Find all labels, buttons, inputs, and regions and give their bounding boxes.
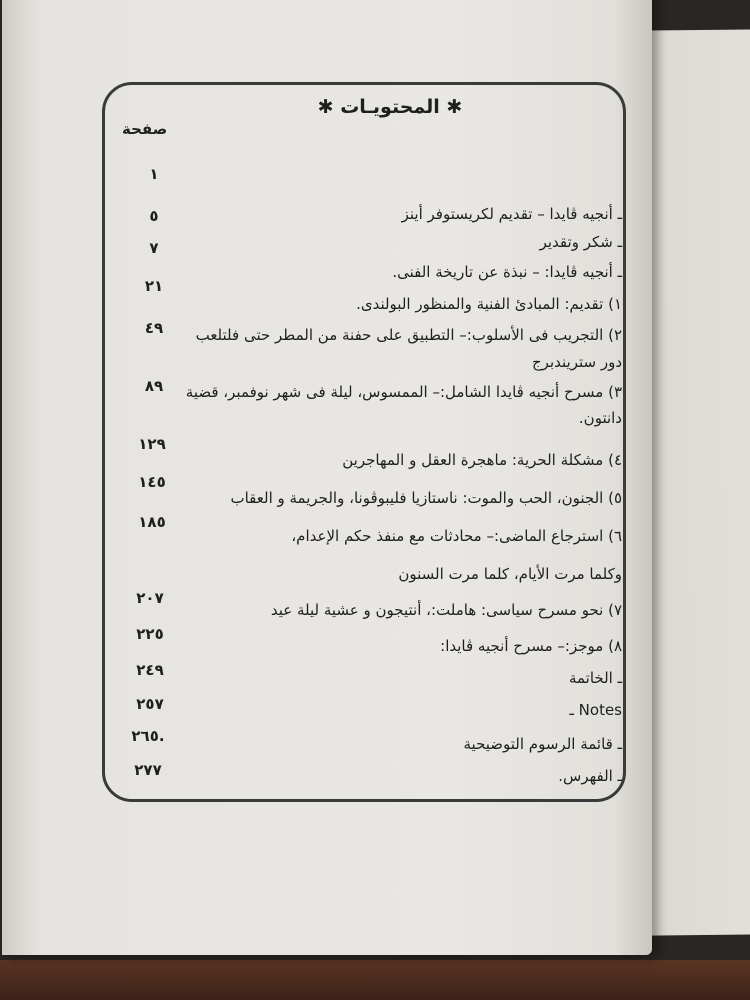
- toc-page-number: ٤٩: [144, 319, 164, 337]
- toc-entry-text: ٤) مشكلة الحرية: ماهجرة العقل و المهاجرين: [342, 451, 622, 469]
- toc-entry-text: ـ شكر وتقدير: [539, 233, 622, 251]
- toc-page-number: ٢٧٧: [134, 761, 162, 779]
- toc-entry-text: ٥) الجنون، الحب والموت: ناستازيا فليبوڤونا، والجريمة و العقاب: [230, 489, 622, 507]
- toc-entry-text: ـ الفهرس.: [558, 767, 622, 785]
- toc-page-number: ٥: [149, 207, 159, 225]
- toc-page-number: ٢٢٥: [136, 625, 164, 643]
- toc-entry-text: وكلما مرت الأيام، كلما مرت السنون: [398, 565, 622, 583]
- toc-page-number: ١٨٥: [138, 513, 166, 531]
- toc-entry-text: Notes ـ: [569, 701, 622, 719]
- toc-page-number: ٢٥٧: [136, 695, 164, 713]
- toc-entry-text: ٦) استرجاع الماضى:– محادثات مع منفذ حكم الإعدام،: [291, 527, 622, 545]
- toc-entry-text: دانتون.: [578, 409, 622, 427]
- toc-page-number: ٢٤٩: [136, 661, 164, 679]
- contents-heading: ✱ المحتويـات ✱: [317, 96, 463, 118]
- toc-entry-text: ـ أنجيه ڤايدا: – نبذة عن تاريخة الفنى.: [392, 263, 622, 281]
- toc-entry-text: ٢) التجريب فى الأسلوب:– التطبيق على حفنة من المطر حتى فلتلعب: [195, 326, 622, 344]
- toc-page-number: ١: [149, 165, 159, 183]
- toc-page-number: ٨٩: [144, 377, 164, 395]
- table-surface: [0, 960, 750, 1000]
- toc-page-number: ٢٠٧: [136, 589, 164, 607]
- toc-entry-text: ـ أنجيه ڤايدا – تقديم لكريستوفر أينز: [401, 205, 622, 223]
- toc-entry-text: ـ قائمة الرسوم التوضيحية: [463, 735, 622, 753]
- toc-entry-text: ١) تقديم: المبادئ الفنية والمنظور البولندى.: [356, 295, 622, 313]
- toc-entry-text: ٨) موجز:– مسرح أنجيه ڤايدا:: [440, 637, 622, 655]
- toc-entry-text: ـ الخاتمة: [568, 669, 622, 687]
- toc-page-number: ٢١: [144, 277, 164, 295]
- toc-entry-text: ٧) نحو مسرح سياسى: هاملت:، أنتيجون و عشية ليلة عيد: [270, 601, 622, 619]
- toc-entry-text: ٣) مسرح أنجيه ڤايدا الشامل:– الممسوس، ليلة فى شهر نوفمبر، قضية: [185, 383, 622, 401]
- toc-page-number: ١٢٩: [138, 435, 166, 453]
- toc-page-number: ١٤٥: [138, 473, 166, 491]
- toc-page-number: ٢٦٥.: [131, 727, 165, 745]
- toc-entry-text: دور ستريندبرج: [531, 353, 622, 371]
- toc-page-number: ٧: [149, 239, 159, 257]
- page-column-label: صفحة: [122, 120, 168, 138]
